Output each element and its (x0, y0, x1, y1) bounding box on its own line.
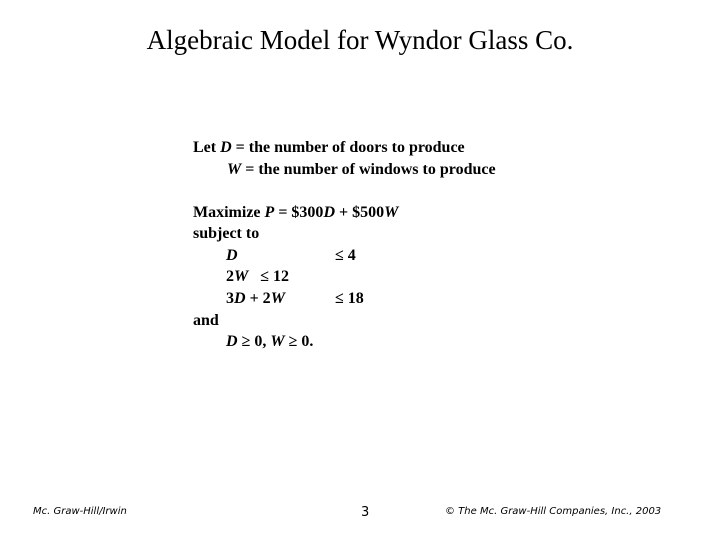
objective-coef-d: = $300 (274, 204, 324, 221)
constraint-3-plus: + 2 (245, 290, 271, 307)
nonneg-end: ≥ 0. (284, 333, 314, 350)
page-number: 3 (361, 505, 370, 520)
profit-variable: P (264, 204, 275, 221)
objective-coef-w: + $500 (335, 204, 385, 221)
subject-to-label: subject to (193, 225, 260, 242)
nonneg-mid: ≥ 0, (237, 333, 271, 350)
doors-definition-text: = the number of doors to produce (231, 139, 465, 156)
objective-var-d: D (323, 204, 335, 221)
constraint-1-lhs (226, 245, 238, 266)
slide-title: Algebraic Model for Wyndor Glass Co. (146, 25, 574, 55)
constraint-1-var: D (226, 247, 238, 264)
footer-publisher-left: Mc. Graw-Hill/Irwin (33, 506, 127, 517)
windows-definition-text: = the number of windows to produce (241, 161, 496, 178)
objective-function (193, 202, 398, 223)
definition-doors (193, 137, 465, 158)
constraint-2-coef: 2 (226, 268, 234, 285)
let-word: Let (193, 139, 217, 156)
objective-var-w: W (384, 204, 399, 221)
constraint-2-rhs: ≤ 12 (260, 268, 290, 285)
constraint-3-var1: D (234, 290, 246, 307)
and-label: and (193, 312, 219, 329)
windows-variable: W (227, 161, 242, 178)
constraint-1-rhs: ≤ 4 (335, 247, 356, 264)
constraint-3-coef1: 3 (226, 290, 234, 307)
constraint-3-lhs (226, 288, 285, 309)
maximize-word: Maximize (193, 204, 261, 221)
constraint-3-rhs: ≤ 18 (335, 290, 364, 307)
constraint-3-var2: W (270, 290, 285, 307)
nonneg-var-d: D (226, 333, 238, 350)
nonnegativity-constraints (226, 331, 313, 352)
constraint-2 (226, 266, 289, 287)
footer-copyright: © The Mc. Graw-Hill Companies, Inc., 2003 (445, 506, 662, 517)
doors-variable: D (220, 139, 232, 156)
definition-windows (227, 159, 496, 180)
constraint-2-var: W (234, 268, 249, 285)
nonneg-var-w: W (270, 333, 285, 350)
